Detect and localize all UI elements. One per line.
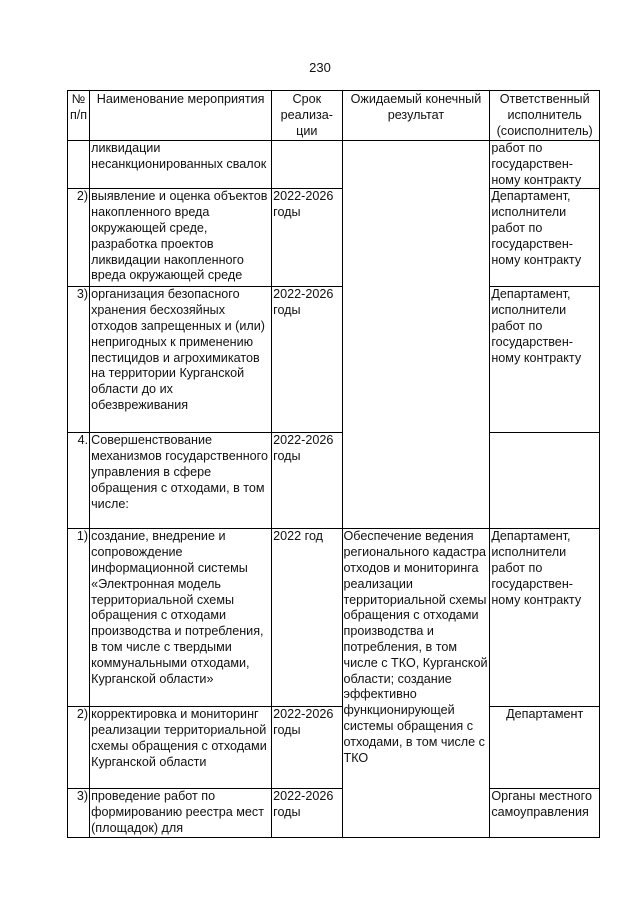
row-term: 2022-2026 годы xyxy=(272,287,342,433)
header-name: Наименование мероприятия xyxy=(90,91,272,141)
row-num: 3) xyxy=(68,789,90,837)
row-term: 2022 год xyxy=(272,529,342,707)
row-term: 2022-2026 годы xyxy=(272,707,342,789)
table-row xyxy=(68,287,600,433)
row-result: Обеспечение ведения регионального кадастра отходов и мониторинга реализации территориальной схемы обращения с отходами производства и потребления, в том числе с ТКО, Курганской области; создание эффективно функционирующей системы обращения с отходами, в том числе с ТКО xyxy=(342,529,490,837)
row-num: 1) xyxy=(68,529,90,707)
header-term: Срок реализа-ции xyxy=(272,91,342,141)
row-term: 2022-2026 годы xyxy=(272,189,342,287)
row-term: 2022-2026 годы xyxy=(272,789,342,837)
row-executor: Департамент, исполнители работ по государствен-ному контракту xyxy=(490,189,600,287)
row-num xyxy=(68,141,90,189)
row-executor xyxy=(490,433,600,529)
table-header-row xyxy=(68,91,600,141)
table-row xyxy=(68,529,600,707)
table-row xyxy=(68,141,600,189)
page-number: 230 xyxy=(309,60,331,75)
row-executor: работ по государствен-ному контракту xyxy=(490,141,600,189)
row-name: корректировка и мониторинг реализации территориальной схемы обращения с отходами Курганской области xyxy=(90,707,272,789)
row-result-empty xyxy=(342,141,490,529)
row-executor: Департамент, исполнители работ по государствен-ному контракту xyxy=(490,287,600,433)
row-term xyxy=(272,141,342,189)
row-num: 2) xyxy=(68,189,90,287)
header-num: № п/п xyxy=(68,91,90,141)
row-name: выявление и оценка объектов накопленного вреда окружающей среде, разработка проектов ликвидации накопленного вреда окружающей среде xyxy=(90,189,272,287)
header-result: Ожидаемый конечный результат xyxy=(342,91,490,141)
header-executor: Ответственный исполнитель (соисполнитель) xyxy=(490,91,600,141)
row-num: 4. xyxy=(68,433,90,529)
table-row xyxy=(68,789,600,837)
table-row xyxy=(68,707,600,789)
row-name: организация безопасного хранения бесхозяйных отходов запрещенных и (или) непригодных к применению пестицидов и агрохимикатов на территории Курганской области до их обезвреживания xyxy=(90,287,272,433)
row-num: 2) xyxy=(68,707,90,789)
table-row xyxy=(68,189,600,287)
row-name: Совершенствование механизмов государственного управления в сфере обращения с отходами, в том числе: xyxy=(90,433,272,529)
row-num: 3) xyxy=(68,287,90,433)
row-executor: Органы местного самоуправления xyxy=(490,789,600,837)
table-row xyxy=(68,433,600,529)
row-name: проведение работ по формированию реестра мест (площадок) для xyxy=(90,789,272,837)
row-name: создание, внедрение и сопровождение информационной системы «Электронная модель территориальной схемы обращения с отходами производства и потребления, в том числе с твердыми коммунальными отходами, Курганской области» xyxy=(90,529,272,707)
row-executor: Департамент xyxy=(490,707,600,789)
row-name: ликвидации несанкционированных свалок xyxy=(90,141,272,189)
activities-table xyxy=(67,90,600,838)
row-executor: Департамент, исполнители работ по государствен-ному контракту xyxy=(490,529,600,707)
row-term: 2022-2026 годы xyxy=(272,433,342,529)
